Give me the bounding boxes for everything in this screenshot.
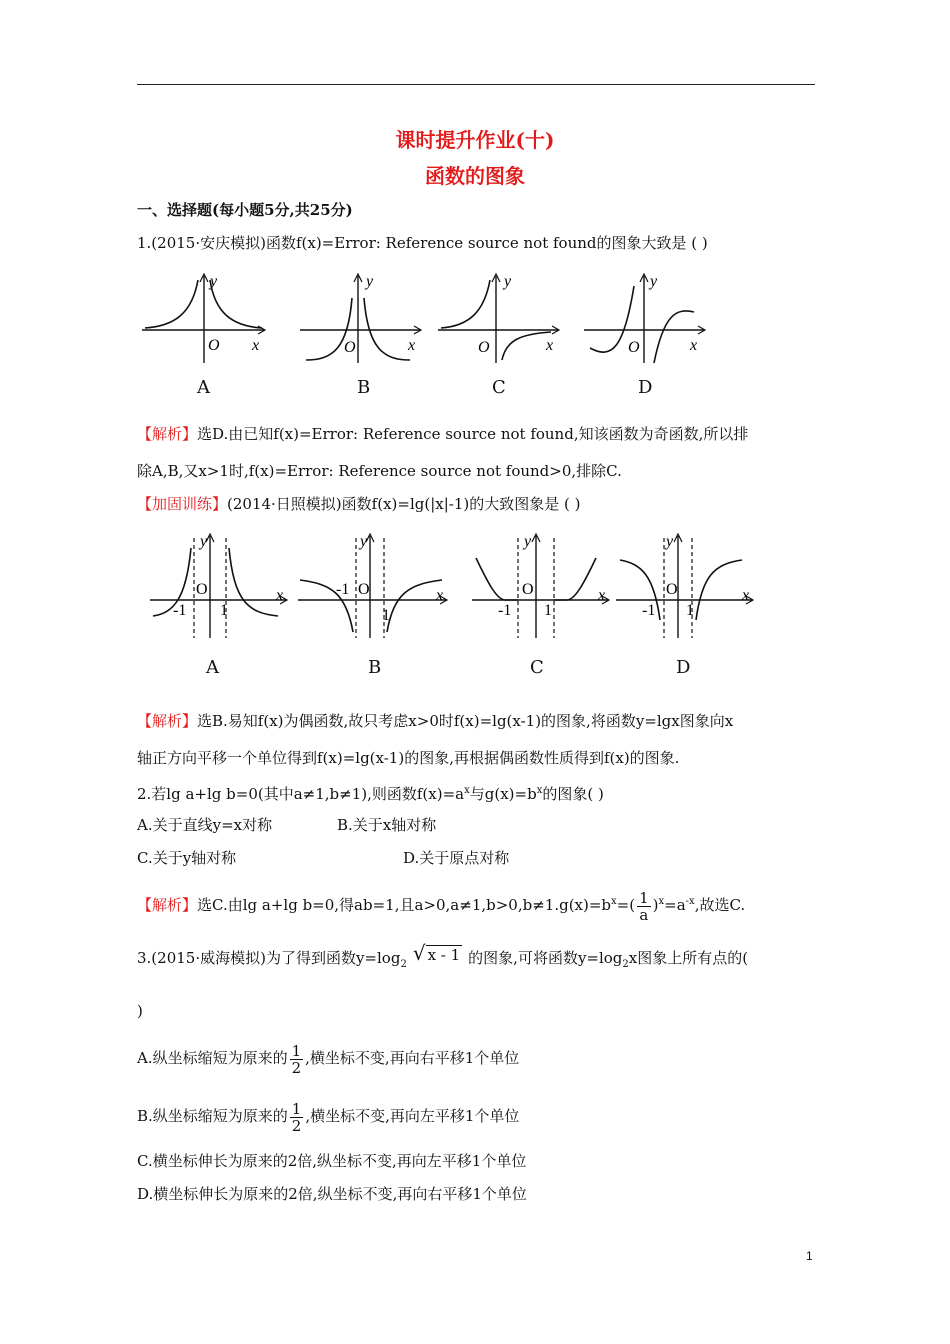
q1-d-origin: O xyxy=(628,339,640,356)
q1-option-b: B xyxy=(357,377,371,398)
q1-b-origin: O xyxy=(344,339,356,356)
extra-c-ylabel: y xyxy=(524,533,532,550)
extra-c-neg1: -1 xyxy=(498,602,512,619)
extra-analysis-text1: 选B.易知f(x)为偶函数,故只考虑x>0时f(x)=lg(x-1)的图象,将函数y=lgx图象向x xyxy=(197,712,734,730)
q3-opt-a-num: 1 xyxy=(291,1041,302,1060)
q3-close: ) xyxy=(137,1002,143,1020)
q2-analysis-sup3: -x xyxy=(685,896,695,907)
q1-a-ylabel: y xyxy=(210,273,218,290)
q3-opt-a-post: ,横坐标不变,再向右平移1个单位 xyxy=(305,1049,520,1067)
q1-c-origin: O xyxy=(478,339,490,356)
q1-c-xlabel: x xyxy=(546,337,554,354)
extra-graph-c xyxy=(470,528,620,648)
q1-analysis-text1: 选D.由已知f(x)=Error: Reference source not found,知该函数为奇函数,所以排 xyxy=(197,425,749,443)
q2-analysis-tag: 【解析】 xyxy=(137,896,198,914)
q2-analysis xyxy=(137,882,745,925)
q3-text xyxy=(137,941,749,975)
q3-opt-a-pre: A.纵坐标缩短为原来的 xyxy=(137,1049,288,1067)
q1-d-ylabel: y xyxy=(650,273,658,290)
extra-graph-d xyxy=(614,528,764,648)
extra-tag: 【加固训练】 xyxy=(137,495,228,513)
q3-opt-b-den: 2 xyxy=(291,1116,302,1135)
q3-opt-b-frac xyxy=(290,1101,304,1134)
q2-analysis-b: =( xyxy=(616,896,636,914)
q3-sub-1: 2 xyxy=(400,959,407,970)
extra-b-origin: O xyxy=(358,581,370,598)
q3-sub-2: 2 xyxy=(622,959,629,970)
extra-a-ylabel: y xyxy=(200,533,208,550)
extra-d-xlabel: x xyxy=(742,587,750,604)
extra-text: (2014·日照模拟)函数f(x)=lg(|x|-1)的大致图象是 ( ) xyxy=(227,495,581,513)
q3-sqrt: √ x - 1 xyxy=(412,941,461,965)
extra-b-ylabel: y xyxy=(360,533,368,550)
extra-analysis-line2: 轴正方向平移一个单位得到f(x)=lg(x-1)的图象,再根据偶函数性质得到f(x)的图象. xyxy=(137,749,680,767)
q1-c-ylabel: y xyxy=(504,273,512,290)
q2-option-d: D.关于原点对称 xyxy=(403,849,510,867)
q2-frac-num: 1 xyxy=(639,888,649,907)
q3-opt-b-post: ,横坐标不变,再向左平移1个单位 xyxy=(305,1107,520,1125)
q1-a-xlabel: x xyxy=(252,337,260,354)
extra-a-one: 1 xyxy=(220,602,228,619)
extra-c-xlabel: x xyxy=(598,587,606,604)
extra-a-xlabel: x xyxy=(276,587,284,604)
q1-b-xlabel: x xyxy=(408,337,416,354)
q2-analysis-a: 选C.由lg a+lg b=0,得ab=1,且a>0,a≠1,b>0,b≠1.g(x)=b xyxy=(197,896,612,914)
q3-opt-a-frac xyxy=(290,1043,304,1076)
q2-sup-2: x xyxy=(536,785,543,796)
q1-text: 1.(2015·安庆模拟)函数f(x)=Error: Reference source not found的图象大致是 ( ) xyxy=(137,234,708,252)
q1-option-a: A xyxy=(197,377,210,398)
q2-text-b: 与g(x)=b xyxy=(469,785,537,803)
q3-option-d: D.横坐标伸长为原来的2倍,纵坐标不变,再向右平移1个单位 xyxy=(137,1185,527,1203)
q3-text-a: 3.(2015·威海模拟)为了得到函数y=log xyxy=(137,949,401,967)
extra-analysis-tag: 【解析】 xyxy=(137,712,198,730)
extra-c-one: 1 xyxy=(544,602,552,619)
extra-d-one: 1 xyxy=(686,602,694,619)
extra-option-a: A xyxy=(206,657,219,678)
q2-text xyxy=(137,781,604,804)
extra-graph-a xyxy=(148,528,298,648)
q2-text-c: 的图象( ) xyxy=(542,785,604,803)
q3-option-b xyxy=(137,1096,519,1136)
q1-d-xlabel: x xyxy=(690,337,698,354)
q2-fraction xyxy=(637,890,651,923)
q2-analysis-d: =a xyxy=(664,896,686,914)
extra-b-one: 1 xyxy=(382,607,390,624)
q3-opt-b-pre: B.纵坐标缩短为原来的 xyxy=(137,1107,288,1125)
q1-option-d: D xyxy=(638,377,653,398)
page-number: 1 xyxy=(806,1249,813,1263)
extra-b-xlabel: x xyxy=(436,587,444,604)
extra-c-origin: O xyxy=(522,581,534,598)
q1-analysis-line2: 除A,B,又x>1时,f(x)=Error: Reference source not found>0,排除C. xyxy=(137,462,622,480)
extra-option-b: B xyxy=(368,657,382,678)
q2-analysis-e: ,故选C. xyxy=(694,896,746,914)
extra-question xyxy=(137,494,580,514)
q2-option-b: B.关于x轴对称 xyxy=(337,816,437,834)
extra-a-origin: O xyxy=(196,581,208,598)
q1-option-c: C xyxy=(492,377,506,398)
page-subtitle: 函数的图象 xyxy=(425,164,525,188)
q1-analysis-line1 xyxy=(137,424,748,444)
q3-option-a xyxy=(137,1038,519,1078)
extra-option-d: D xyxy=(676,657,691,678)
q3-radicand: x - 1 xyxy=(427,946,461,964)
q2-option-a: A.关于直线y=x对称 xyxy=(137,816,273,834)
extra-d-origin: O xyxy=(666,581,678,598)
q2-frac-den: a xyxy=(639,905,649,924)
extra-b-neg1: -1 xyxy=(336,581,350,598)
extra-a-neg1: -1 xyxy=(173,602,187,619)
header-rule xyxy=(137,84,815,85)
extra-analysis-line1 xyxy=(137,711,733,731)
q2-analysis-sup2: x xyxy=(658,896,665,907)
q3-opt-a-den: 2 xyxy=(291,1058,302,1077)
q3-option-c: C.横坐标伸长为原来的2倍,纵坐标不变,再向左平移1个单位 xyxy=(137,1152,527,1170)
q2-analysis-sup1: x xyxy=(611,896,617,907)
q1-graph-b xyxy=(298,268,428,368)
extra-d-ylabel: y xyxy=(666,533,674,550)
q1-graph-d xyxy=(582,268,712,368)
q2-text-a: 2.若lg a+lg b=0(其中a≠1,b≠1),则函数f(x)=a xyxy=(137,785,465,803)
q3-opt-b-num: 1 xyxy=(291,1099,302,1118)
q2-sup-1: x xyxy=(464,785,470,796)
extra-graph-b xyxy=(296,528,456,648)
q1-analysis-tag: 【解析】 xyxy=(137,425,198,443)
q3-text-c: x图象上所有点的( xyxy=(628,949,749,967)
section-heading: 一、选择题(每小题5分,共25分) xyxy=(137,201,353,219)
q1-b-ylabel: y xyxy=(366,273,374,290)
q1-graph-c xyxy=(436,268,566,368)
q2-option-c: C.关于y轴对称 xyxy=(137,849,237,867)
q2-analysis-c: ) xyxy=(652,896,659,914)
q1-a-origin: O xyxy=(208,337,220,354)
page-title: 课时提升作业(十) xyxy=(395,128,555,152)
extra-option-c: C xyxy=(530,657,544,678)
q1-graph-a xyxy=(140,268,270,368)
q3-text-b: 的图象,可将函数y=log xyxy=(468,949,623,967)
extra-d-neg1: -1 xyxy=(642,602,656,619)
